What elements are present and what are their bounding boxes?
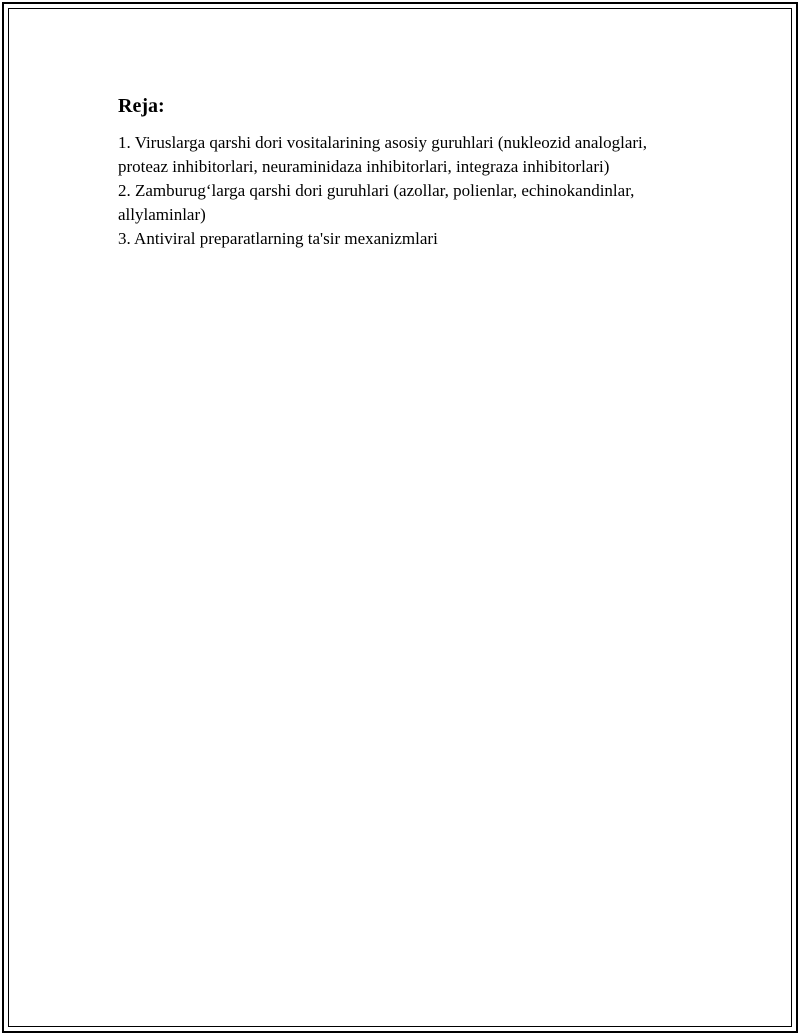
plan-item-1: 1. Viruslarga qarshi dori vositalarining asosiy guruhlari (nukleozid analoglari, proteaz inhibitorlari, neuraminidaza inhibitorlari, integraza inhibitorlari) <box>118 133 648 176</box>
plan-item-2: 2. Zamburug‘larga qarshi dori guruhlari (azollar, polienlar, echinokandinlar, allylaminlar) <box>118 181 635 224</box>
document-body <box>118 93 698 251</box>
plan-list <box>118 131 698 251</box>
plan-item-3: 3. Antiviral preparatlarning ta'sir mexanizmlari <box>118 229 438 248</box>
plan-heading: Reja: <box>118 95 165 117</box>
